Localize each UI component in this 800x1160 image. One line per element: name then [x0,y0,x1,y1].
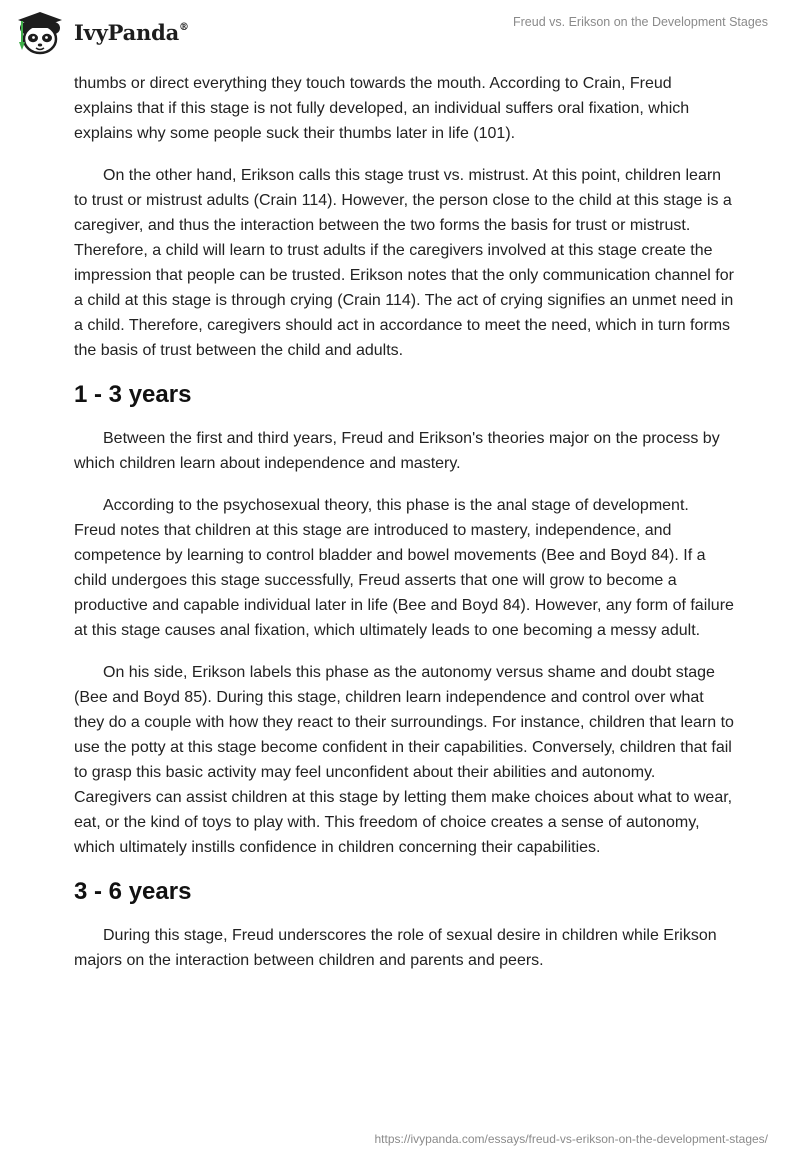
page-header [0,0,800,70]
paragraph: On the other hand, Erikson calls this stage trust vs. mistrust. At this point, children learn to trust or mistrust adults (Crain 114). However, the person close to the child at this stage is a caregiver, and thus the interaction between the two forms the basis for trust or mistrust. Therefore, a child will learn to trust adults if the caregivers involved at this stage create the impression that people can be trusted. Erikson notes that the only communication channel for a child at this stage is through crying (Crain 114). The act of crying signifies an unmet need in a child. Therefore, caregivers should act in accordance to meet the need, which in turn forms the basis of trust between the child and adults. [74,167,734,359]
paragraph: Between the first and third years, Freud and Erikson's theories major on the process by which children learn about independence and mastery. [74,430,720,472]
paragraph: On his side, Erikson labels this phase as the autonomy versus shame and doubt stage (Bee and Boyd 85). During this stage, children learn independence and control over what they do a couple with how they react to their surroundings. For instance, children that learn to use the potty at this stage become confident in their capabilities. Conversely, children that fail to grasp this basic activity may feel unconfident about their abilities and autonomy. Caregivers can assist children at this stage by letting them make choices about what to wear, eat, or the kind of toys to play with. This freedom of choice creates a sense of autonomy, which ultimately instills confidence in children concerning their capabilities. [74,664,734,856]
paragraph: According to the psychosexual theory, this phase is the anal stage of development. Freud notes that children at this stage are introduced to mastery, independence, and competence by learning to control bladder and bowel movements (Bee and Boyd 84). If a child undergoes this stage successfully, Freud asserts that one will grow to become a productive and capable individual later in life (Bee and Boyd 84). However, any form of failure at this stage causes anal fixation, which ultimately leads to one becoming a messy adult. [74,497,734,639]
section-heading: 3 - 6 years [74,878,192,905]
source-url[interactable]: https://ivypanda.com/essays/freud-vs-erikson-on-the-development-stages/ [374,1132,768,1146]
panda-graduate-icon [14,8,68,56]
ivypanda-logo[interactable] [14,8,189,56]
brand-name: IvyPanda® [74,19,189,45]
essay-body [74,71,734,990]
section-heading: 1 - 3 years [74,381,192,408]
document-title: Freud vs. Erikson on the Development Stages [513,15,768,29]
paragraph: During this stage, Freud underscores the role of sexual desire in children while Erikson majors on the interaction between children and parents and peers. [74,927,717,969]
paragraph: thumbs or direct everything they touch towards the mouth. According to Crain, Freud explains that if this stage is not fully developed, an individual suffers oral fixation, which explains why some people suck their thumbs later in life (101). [74,75,690,142]
